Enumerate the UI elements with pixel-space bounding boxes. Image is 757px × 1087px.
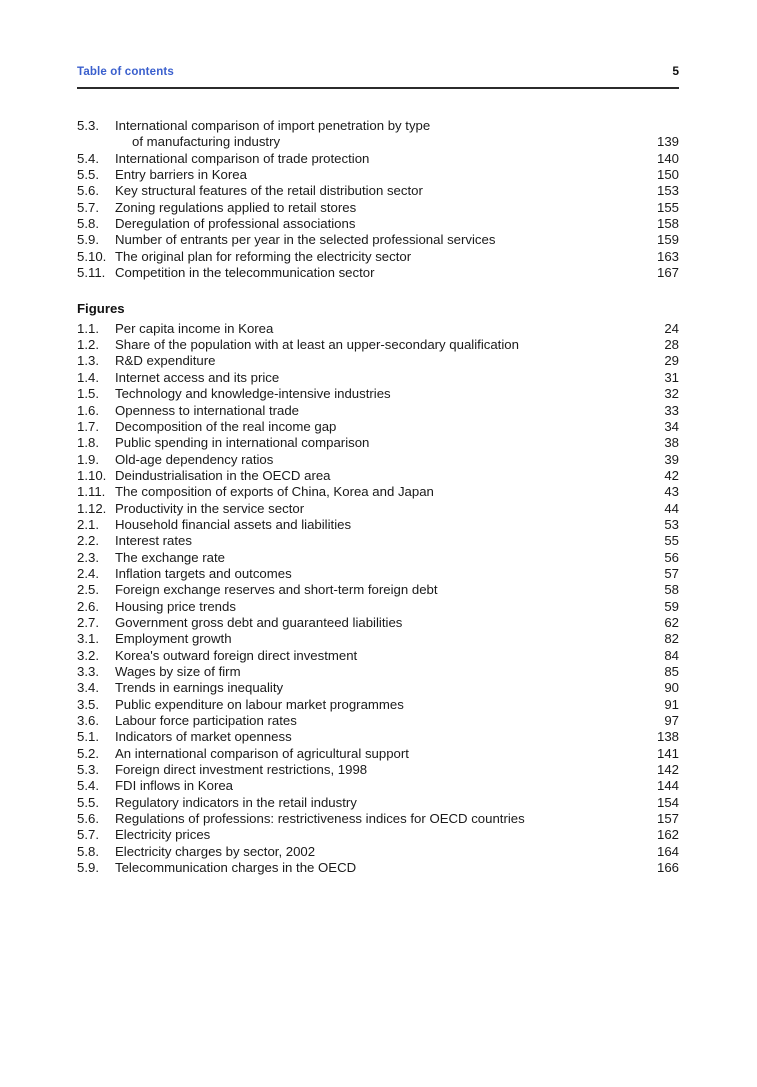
toc-entry-number: 3.4. <box>77 680 99 696</box>
toc-entry-title: Regulations of professions: restrictiveness indices for OECD countries <box>115 811 525 827</box>
toc-entry-number: 3.5. <box>77 696 99 712</box>
toc-entry-title: Telecommunication charges in the OECD <box>115 860 357 876</box>
toc-entry-title: The exchange rate <box>115 549 225 565</box>
toc-entry-number: 1.1. <box>77 320 99 336</box>
toc-entry-title: International comparison of trade protection <box>115 150 370 166</box>
toc-entry[interactable] <box>77 151 679 167</box>
toc-entry-title: Old-age dependency ratios <box>115 451 274 467</box>
toc-entry-continuation[interactable] <box>77 134 679 150</box>
toc-entry-title: Indicators of market openness <box>115 729 292 745</box>
toc-entry-number: 5.11. <box>77 265 106 281</box>
toc-entry-number: 2.7. <box>77 614 99 630</box>
toc-entry-title: Per capita income in Korea <box>115 320 274 336</box>
toc-entry[interactable] <box>77 680 679 696</box>
toc-entry-title: Internet access and its price <box>115 369 280 385</box>
toc-entry[interactable] <box>77 249 679 265</box>
toc-entry-title: Key structural features of the retail distribution sector <box>115 183 423 199</box>
toc-entry-page-number: 166 <box>656 860 679 876</box>
toc-entry-number: 1.5. <box>77 386 99 402</box>
toc-entry-title: Zoning regulations applied to retail stores <box>115 199 357 215</box>
toc-entry-title: Productivity in the service sector <box>115 500 305 516</box>
toc-entry[interactable] <box>77 216 679 232</box>
toc-entry-page-number: 97 <box>664 713 679 729</box>
toc-entry-number: 3.2. <box>77 647 99 663</box>
toc-entry[interactable] <box>77 648 679 664</box>
toc-entry-number: 1.4. <box>77 369 99 385</box>
toc-entry[interactable] <box>77 664 679 680</box>
toc-entry-number: 5.10. <box>77 248 107 264</box>
toc-entry-number: 2.5. <box>77 582 99 598</box>
toc-entry[interactable] <box>77 860 679 876</box>
header-rule <box>77 87 679 89</box>
toc-entry-page-number: 164 <box>656 843 679 859</box>
toc-entry-title: Deindustrialisation in the OECD area <box>115 467 331 483</box>
toc-entry-number: 5.9. <box>77 232 99 248</box>
toc-entry[interactable] <box>77 419 679 435</box>
toc-entry[interactable] <box>77 697 679 713</box>
toc-entry[interactable] <box>77 550 679 566</box>
toc-entry[interactable] <box>77 631 679 647</box>
toc-entry-title: Employment growth <box>115 631 232 647</box>
toc-entry-page-number: 90 <box>664 680 679 696</box>
toc-entry-page-number: 59 <box>664 598 679 614</box>
toc-entry[interactable] <box>77 468 679 484</box>
toc-entry-page-number: 28 <box>664 337 679 353</box>
toc-entry[interactable] <box>77 778 679 794</box>
toc-entry[interactable] <box>77 501 679 517</box>
toc-entry-title: Electricity charges by sector, 2002 <box>115 843 316 859</box>
toc-entry-continuation-title: of manufacturing industry <box>132 134 281 150</box>
toc-entry-number: 2.3. <box>77 549 99 565</box>
toc-entry-number: 1.11. <box>77 484 106 500</box>
toc-entry-title: Openness to international trade <box>115 402 300 418</box>
toc-entry-page-number: 43 <box>664 484 679 500</box>
tables-entry-list <box>77 118 679 281</box>
toc-entry[interactable] <box>77 827 679 843</box>
toc-entry-page-number: 142 <box>656 762 679 778</box>
toc-entry-number: 5.8. <box>77 843 99 859</box>
toc-entry-page-number: 91 <box>664 696 679 712</box>
toc-entry-page-number: 82 <box>664 631 679 647</box>
figures-section-heading: Figures <box>77 301 125 317</box>
toc-entry-title: Technology and knowledge-intensive industries <box>115 386 391 402</box>
toc-entry-page-number: 56 <box>664 549 679 565</box>
toc-entry-page-number: 162 <box>656 827 679 843</box>
toc-entry-number: 1.10. <box>77 467 107 483</box>
toc-entry-number: 5.4. <box>77 778 99 794</box>
toc-entry[interactable] <box>77 321 679 337</box>
toc-entry-page-number: 139 <box>656 134 679 150</box>
page-title: Table of contents <box>77 66 174 78</box>
toc-entry-number: 3.1. <box>77 631 99 647</box>
toc-entry-page-number: 84 <box>664 647 679 663</box>
toc-entry-number: 5.7. <box>77 199 99 215</box>
toc-entry-title: Competition in the telecommunication sector <box>115 265 375 281</box>
toc-entry-page-number: 154 <box>656 794 679 810</box>
toc-entry-page-number: 167 <box>656 265 679 281</box>
toc-entry[interactable] <box>77 762 679 778</box>
toc-entry-page-number: 42 <box>664 467 679 483</box>
toc-entry[interactable] <box>77 167 679 183</box>
toc-entry-page-number: 157 <box>656 811 679 827</box>
toc-entry-title: Public expenditure on labour market programmes <box>115 696 404 712</box>
toc-entry-title: Household financial assets and liabilities <box>115 516 352 532</box>
toc-entry[interactable] <box>77 713 679 729</box>
toc-entry-number: 5.2. <box>77 745 99 761</box>
toc-entry-title: Labour force participation rates <box>115 713 297 729</box>
toc-entry-number: 5.6. <box>77 183 99 199</box>
toc-entry-title: Public spending in international comparison <box>115 435 370 451</box>
toc-entry-page-number: 31 <box>664 369 679 385</box>
toc-entry-page-number: 153 <box>656 183 679 199</box>
toc-entry[interactable] <box>77 729 679 745</box>
toc-entry-page-number: 155 <box>656 199 679 215</box>
toc-entry-title: The original plan for reforming the electricity sector <box>115 248 412 264</box>
toc-entry-number: 5.3. <box>77 118 99 133</box>
toc-entry-number: 1.8. <box>77 435 99 451</box>
toc-entry-page-number: 24 <box>664 320 679 336</box>
toc-entry[interactable] <box>77 844 679 860</box>
toc-entry[interactable] <box>77 183 679 199</box>
toc-entry-page-number: 144 <box>656 778 679 794</box>
toc-entry-number: 2.4. <box>77 565 99 581</box>
toc-entry-number: 5.5. <box>77 167 99 183</box>
toc-entry-title: Korea's outward foreign direct investment <box>115 647 358 663</box>
figures-entry-list <box>77 321 679 877</box>
toc-entry-number: 1.7. <box>77 418 99 434</box>
toc-entry-number: 3.3. <box>77 664 99 679</box>
toc-entry-title: Regulatory indicators in the retail industry <box>115 794 357 810</box>
toc-entry-title: FDI inflows in Korea <box>115 778 233 794</box>
toc-entry-number: 1.12. <box>77 500 107 516</box>
toc-entry[interactable] <box>77 599 679 615</box>
toc-entry-number: 5.5. <box>77 794 99 810</box>
toc-entry-number: 2.6. <box>77 598 99 614</box>
toc-entry-number: 3.6. <box>77 713 99 729</box>
toc-entry-page-number: 38 <box>664 435 679 451</box>
toc-entry-page-number: 158 <box>656 216 679 232</box>
toc-entry-page-number: 62 <box>664 614 679 630</box>
toc-entry-page-number: 34 <box>664 418 679 434</box>
toc-entry[interactable] <box>77 386 679 402</box>
toc-entry-title: Electricity prices <box>115 827 211 843</box>
toc-entry-number: 5.3. <box>77 762 99 778</box>
toc-entry-page-number: 138 <box>656 729 679 745</box>
toc-entry[interactable] <box>77 403 679 419</box>
toc-entry-page-number: 58 <box>664 582 679 598</box>
toc-entry-page-number: 85 <box>664 664 679 679</box>
toc-entry-page-number: 44 <box>664 500 679 516</box>
toc-entry-title: Housing price trends <box>115 598 236 614</box>
toc-entry-title: The composition of exports of China, Korea and Japan <box>115 484 434 500</box>
toc-entry[interactable] <box>77 795 679 811</box>
running-header <box>77 64 679 78</box>
toc-entry[interactable] <box>77 370 679 386</box>
toc-entry-title: Interest rates <box>115 533 192 549</box>
toc-entry-title: International comparison of import penetration by type <box>115 118 431 133</box>
toc-entry-number: 5.1. <box>77 729 99 745</box>
toc-entry[interactable] <box>77 337 679 353</box>
toc-entry[interactable] <box>77 353 679 369</box>
toc-entry-number: 1.6. <box>77 402 99 418</box>
toc-entry-page-number: 163 <box>656 248 679 264</box>
toc-entry-title: Government gross debt and guaranteed liabilities <box>115 614 403 630</box>
toc-entry[interactable] <box>77 265 679 281</box>
toc-entry-page-number: 55 <box>664 533 679 549</box>
toc-entry-page-number: 140 <box>656 150 679 166</box>
toc-entry-page-number: 53 <box>664 516 679 532</box>
toc-entry-number: 5.9. <box>77 860 99 876</box>
toc-entry-number: 1.3. <box>77 353 99 369</box>
toc-entry[interactable] <box>77 746 679 762</box>
toc-entry-title: Deregulation of professional associations <box>115 216 356 232</box>
toc-entry[interactable] <box>77 435 679 451</box>
toc-entry[interactable] <box>77 484 679 500</box>
toc-entry-page-number: 159 <box>656 232 679 248</box>
toc-entry-title: Trends in earnings inequality <box>115 680 284 696</box>
toc-entry-title: Wages by size of firm <box>115 664 241 679</box>
toc-content <box>77 118 679 876</box>
toc-entry[interactable] <box>77 615 679 631</box>
toc-entry-title: An international comparison of agricultural support <box>115 745 409 761</box>
toc-entry-title: Decomposition of the real income gap <box>115 418 337 434</box>
toc-entry[interactable] <box>77 533 679 549</box>
toc-entry-number: 1.9. <box>77 451 99 467</box>
toc-entry[interactable] <box>77 452 679 468</box>
toc-entry-title: Entry barriers in Korea <box>115 167 247 183</box>
toc-entry-title: Number of entrants per year in the selected professional services <box>115 232 496 248</box>
toc-entry-title: Share of the population with at least an upper-secondary qualification <box>115 337 519 353</box>
toc-entry-page-number: 29 <box>664 353 679 369</box>
toc-entry-page-number: 33 <box>664 402 679 418</box>
toc-entry-page-number: 141 <box>656 745 679 761</box>
toc-entry-title: Foreign direct investment restrictions, 1998 <box>115 762 368 778</box>
toc-entry-number: 5.6. <box>77 811 99 827</box>
toc-entry-number: 2.2. <box>77 533 99 549</box>
toc-entry[interactable] <box>77 232 679 248</box>
toc-entry[interactable] <box>77 200 679 216</box>
toc-entry-title: Inflation targets and outcomes <box>115 565 292 581</box>
toc-entry-number: 5.4. <box>77 150 99 166</box>
toc-entry[interactable] <box>77 582 679 598</box>
toc-entry[interactable] <box>77 811 679 827</box>
toc-entry-page-number: 32 <box>664 386 679 402</box>
toc-entry-title: Foreign exchange reserves and short-term foreign debt <box>115 582 438 598</box>
toc-entry-number: 2.1. <box>77 516 99 532</box>
toc-entry-number: 5.8. <box>77 216 99 232</box>
toc-entry[interactable] <box>77 566 679 582</box>
toc-entry[interactable] <box>77 118 679 134</box>
toc-entry-title: R&D expenditure <box>115 353 216 369</box>
toc-entry-page-number: 39 <box>664 451 679 467</box>
toc-entry-number: 5.7. <box>77 827 99 843</box>
toc-entry-page-number: 150 <box>656 167 679 183</box>
page-number: 5 <box>672 64 679 78</box>
toc-entry-number: 1.2. <box>77 337 99 353</box>
toc-entry[interactable] <box>77 517 679 533</box>
toc-entry-page-number: 57 <box>664 565 679 581</box>
